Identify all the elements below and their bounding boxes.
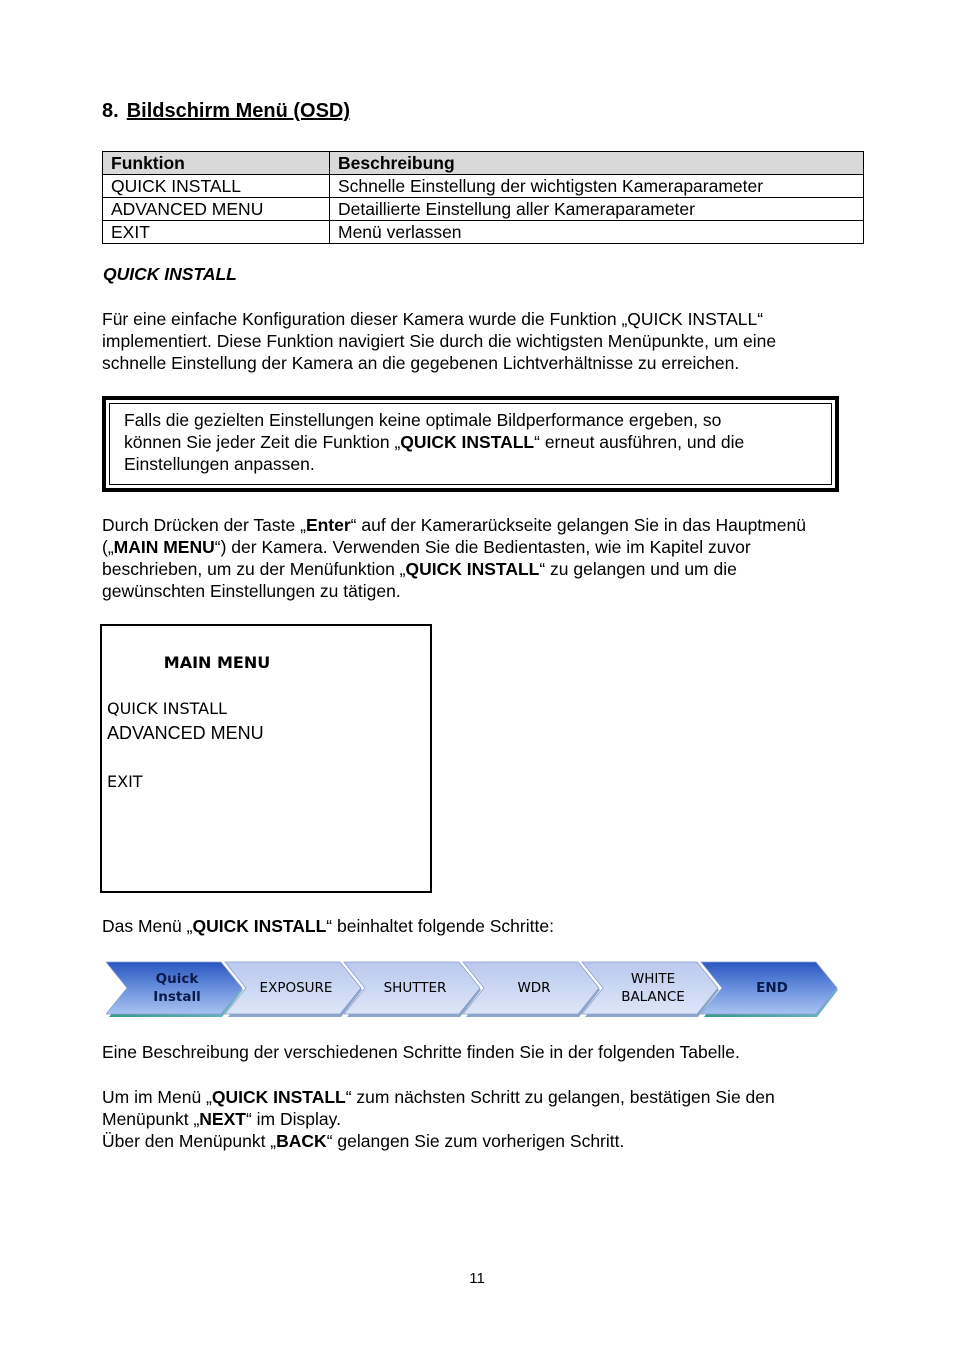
step-label-line: BALANCE bbox=[621, 989, 685, 1005]
function-table bbox=[102, 151, 864, 244]
text-span: Um im Menü „ bbox=[102, 1087, 212, 1107]
bold-text: QUICK INSTALL bbox=[192, 916, 327, 936]
text-line: implementiert. Diese Funktion navigiert Sie durch die wichtigsten Menüpunkte, um eine bbox=[102, 331, 777, 351]
note-content bbox=[109, 403, 832, 485]
text-line bbox=[102, 536, 892, 558]
page-number: 11 bbox=[469, 1270, 485, 1287]
text-span: “ zum nächsten Schritt zu gelangen, bestätigen Sie den bbox=[345, 1087, 775, 1107]
table-reference-text: Eine Beschreibung der verschiedenen Schritte finden Sie in der folgenden Tabelle. bbox=[102, 1042, 740, 1062]
note-box bbox=[102, 396, 839, 492]
step-label-wdr: WDR bbox=[517, 980, 551, 996]
section-heading bbox=[102, 100, 350, 123]
text-span: “) der Kamera. Verwenden Sie die Bedientasten, wie im Kapitel zuvor bbox=[214, 537, 751, 557]
text-line bbox=[102, 514, 892, 536]
bold-text: QUICK INSTALL bbox=[211, 1087, 346, 1107]
text-line: schnelle Einstellung der Kamera an die gegebenen Lichtverhältnisse zu erreichen. bbox=[102, 353, 740, 373]
text-line bbox=[102, 1130, 882, 1152]
osd-main-menu bbox=[100, 624, 432, 893]
bold-text: NEXT bbox=[199, 1109, 246, 1129]
step-label-line: Install bbox=[153, 989, 201, 1005]
table-row bbox=[103, 175, 864, 198]
bold-text: QUICK INSTALL bbox=[405, 559, 540, 579]
text-line: Falls die gezielten Einstellungen keine optimale Bildperformance ergeben, so bbox=[124, 410, 722, 430]
text-span: Menüpunkt „ bbox=[102, 1109, 200, 1129]
table-cell: QUICK INSTALL bbox=[103, 175, 330, 198]
table-row bbox=[103, 221, 864, 244]
text-line: gewünschten Einstellungen zu tätigen. bbox=[102, 581, 401, 601]
section-title: Bildschirm Menü (OSD) bbox=[126, 100, 351, 122]
text-line bbox=[102, 1108, 882, 1130]
text-line: Für eine einfache Konfiguration dieser Kamera wurde die Funktion „QUICK INSTALL“ bbox=[102, 309, 764, 329]
text-line bbox=[102, 1086, 882, 1108]
bold-text: Enter bbox=[305, 515, 351, 535]
table-row bbox=[103, 198, 864, 221]
table-cell: Detaillierte Einstellung aller Kameraparameter bbox=[330, 198, 864, 221]
text-line: Einstellungen anpassen. bbox=[124, 454, 315, 474]
text-span: “ zu gelangen und um die bbox=[539, 559, 737, 579]
bold-text: QUICK INSTALL bbox=[400, 432, 535, 452]
text-span: “ im Display. bbox=[245, 1109, 341, 1129]
menu-item-quick-install: QUICK INSTALL bbox=[107, 699, 227, 718]
text-span: beschrieben, um zu der Menüfunktion „ bbox=[102, 559, 406, 579]
step-label-end: END bbox=[756, 980, 788, 996]
table-header-row bbox=[103, 152, 864, 175]
text-line bbox=[102, 558, 892, 580]
steps-chevron-graphic bbox=[106, 959, 841, 1019]
text-span: („ bbox=[102, 537, 114, 557]
menu-item-advanced-menu: ADVANCED MENU bbox=[107, 723, 264, 743]
bold-text: BACK bbox=[276, 1131, 327, 1151]
menu-title: MAIN MENU bbox=[163, 653, 271, 672]
step-label-shutter: SHUTTER bbox=[383, 980, 447, 996]
text-span: Über den Menüpunkt „ bbox=[102, 1131, 277, 1151]
text-span: “ gelangen Sie zum vorherigen Schritt. bbox=[326, 1131, 625, 1151]
table-cell: EXIT bbox=[103, 221, 330, 244]
subsection-heading: QUICK INSTALL bbox=[103, 264, 237, 284]
section-number: 8. bbox=[102, 100, 119, 122]
intro-paragraph bbox=[102, 308, 872, 374]
text-line bbox=[124, 431, 817, 453]
instructions-paragraph bbox=[102, 514, 892, 602]
table-header-cell: Funktion bbox=[103, 152, 330, 175]
step-label-white-balance bbox=[621, 970, 685, 1006]
text-span: Das Menü „ bbox=[102, 916, 193, 936]
step-label-line: Quick bbox=[155, 971, 199, 987]
table-cell: ADVANCED MENU bbox=[103, 198, 330, 221]
steps-intro bbox=[102, 915, 554, 937]
step-label-exposure: EXPOSURE bbox=[259, 980, 333, 996]
menu-item-exit: EXIT bbox=[107, 772, 143, 791]
text-span: können Sie jeder Zeit die Funktion „ bbox=[124, 432, 401, 452]
table-header-cell: Beschreibung bbox=[330, 152, 864, 175]
navigation-paragraph bbox=[102, 1086, 882, 1152]
table-cell: Menü verlassen bbox=[330, 221, 864, 244]
bold-text: MAIN MENU bbox=[113, 537, 215, 557]
step-label-line: WHITE bbox=[630, 971, 676, 987]
text-span: Durch Drücken der Taste „ bbox=[102, 515, 306, 535]
step-label-quick-install bbox=[153, 970, 201, 1006]
text-span: “ beinhaltet folgende Schritte: bbox=[326, 916, 554, 936]
text-span: “ erneut ausführen, und die bbox=[534, 432, 745, 452]
quick-install-steps bbox=[106, 959, 841, 1019]
text-span: “ auf der Kamerarückseite gelangen Sie in das Hauptmenü bbox=[350, 515, 806, 535]
table-cell: Schnelle Einstellung der wichtigsten Kameraparameter bbox=[330, 175, 864, 198]
